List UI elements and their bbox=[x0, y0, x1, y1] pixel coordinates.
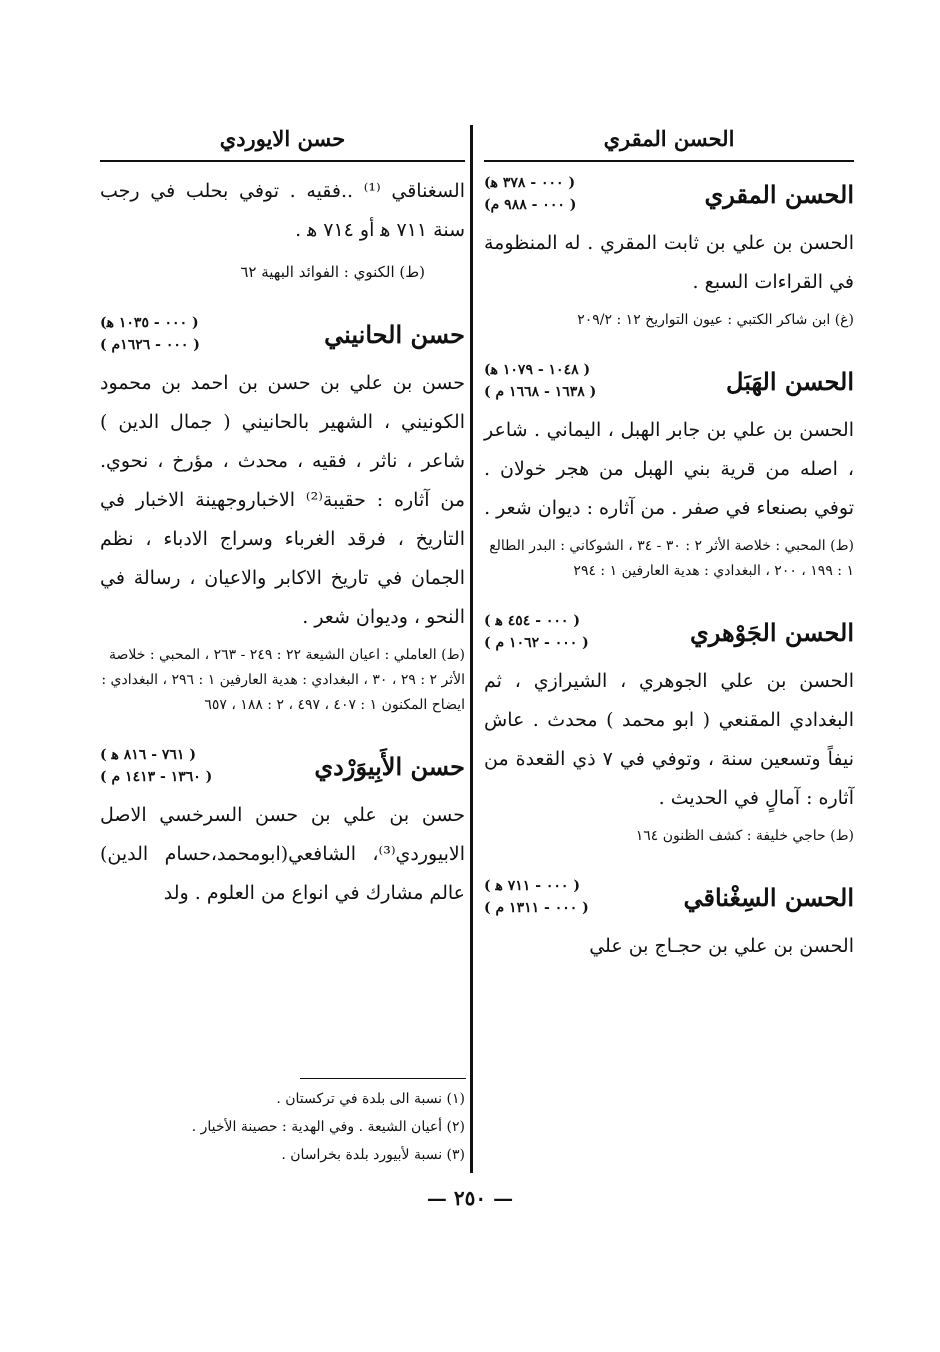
entry-body: حسن بن علي بن حسن بن احمد بن محمود الكونيني ، الشهير بالحانيني ( جمال الدين ) شاعر ، ناثر ، فقيه ، محدث ، مؤرخ ، نحوي. من آثاره : حقيبة⁽²⁾ الاخباروجهينة الاخبار في التاريخ ، فرقد الغرباء وسراج الادباء ، نظم الجمان في تاريخ الاكابر والاعيان ، رسالة في النحو ، وديوان شعر . bbox=[100, 372, 466, 628]
left-column bbox=[100, 118, 465, 939]
entry-body: السغناقي ⁽¹⁾ ..فقيه . توفي بحلب في رجب سنة ٧١١ ﻫ أو ٧١٤ ﻫ . bbox=[100, 180, 465, 241]
entry-title: حسن الأَبِيوَرْدي bbox=[314, 751, 465, 781]
hijri-dates: ( ٧٦١ - ٨١٦ ﻫ ) bbox=[100, 747, 196, 763]
entry-dates bbox=[100, 744, 212, 788]
entry-body: حسن بن علي بن حسن السرخسي الاصل الابيوردي⁽³⁾، الشافعي(ابومحمد،حسام الدين) عالم مشارك في انواع من العلوم . ولد bbox=[100, 804, 465, 904]
gregorian-dates: ( ٠٠٠ - ١٦٢٦م ) bbox=[100, 337, 200, 353]
footnote-rule bbox=[300, 1078, 466, 1079]
running-head-left: حسن الايوردي bbox=[100, 118, 465, 162]
entry-dates bbox=[484, 172, 576, 216]
entry-references: (ط) العاملي : اعيان الشيعة ٢٢ : ٢٤٩ - ٢٦٣ ، المحبي : خلاصة الأثر ٢ : ٢٩ ، ٣٠ ، البغدادي : هدية العارفين ١ : ٢٩٦ ، البغدادي : ايضاح المكنون ١ : ٤٠٧ ، ٤٩٧ ، ٢ : ١٨٨ ، ٦٥٧ bbox=[101, 647, 465, 713]
entry-dates bbox=[100, 312, 200, 356]
hijri-dates: ( ٠٠٠ - ٣٧٨ ﻫ) bbox=[484, 175, 576, 191]
entry-references: (غ) ابن شاكر الكتبي : عيون التواريخ ١٢ : ٢٠٩/٢ bbox=[577, 312, 854, 328]
entry-al-abiwardi bbox=[100, 744, 465, 913]
entry-title: الحسن المقري bbox=[704, 179, 854, 209]
right-column bbox=[484, 118, 854, 992]
entry-title: الحسن الهَبَل bbox=[726, 366, 854, 396]
entry-dates bbox=[484, 359, 596, 403]
entry-dates bbox=[484, 875, 589, 919]
entry-references: (ط) حاجي خليفة : كشف الظنون ١٦٤ bbox=[635, 828, 854, 844]
entry-body: الحسن بن علي بن حجـاج بن علي bbox=[589, 935, 854, 957]
running-head-right: الحسن المقري bbox=[484, 118, 854, 162]
entry-al-sighnaqi bbox=[484, 875, 854, 966]
gregorian-dates: ( ٠٠٠ - ٩٨٨ م) bbox=[484, 197, 577, 213]
entry-body: الحسن بن علي الجوهري ، الشيرازي ، ثم البغدادي المقنعي ( ابو محمد ) محدث . عاش نيفاً وتسعين سنة ، وتوفي في ٧ ذي القعدة من آثاره : آمالٍ في الحديث . bbox=[484, 670, 854, 809]
gregorian-dates: ( ١٣٦٠ - ١٤١٣ م ) bbox=[100, 769, 213, 785]
hijri-dates: ( ٠٠٠ - ٧١١ ﻫ ) bbox=[484, 878, 580, 894]
entry-body: الحسن بن علي بن ثابت المقري . له المنظومة في القراءات السبع . bbox=[484, 232, 854, 293]
entry-references: (ط) المحبي : خلاصة الأثر ٢ : ٣٠ - ٣٤ ، الشوكاني : البدر الطالع ١ : ١٩٩ ، ٢٠٠ ، البغدادي : هدية العارفين ١ : ٢٩٤ bbox=[489, 538, 854, 579]
column-divider bbox=[470, 125, 473, 1173]
entry-dates bbox=[484, 610, 589, 654]
entry-title: الحسن الجَوْهري bbox=[689, 617, 854, 647]
hijri-dates: ( ٠٠٠ - ١٠٣٥ ﻫ) bbox=[100, 315, 199, 331]
hijri-dates: ( ١٠٤٨ - ١٠٧٩ ﻫ) bbox=[484, 362, 591, 378]
entry-title: حسن الحانيني bbox=[324, 319, 465, 349]
entry-al-muqri bbox=[484, 172, 854, 333]
gregorian-dates: ( ٠٠٠ - ١٣١١ م ) bbox=[484, 900, 589, 916]
footnote: (١) نسبة الى بلدة في تركستان . bbox=[276, 1091, 465, 1107]
entry-body: الحسن بن علي بن جابر الهبل ، اليماني . شاعر ، اصله من قرية بني الهبل من هجر خولان . توفي بصنعاء في صفر . من آثاره : ديوان شعر . bbox=[484, 419, 854, 519]
entry-references: (ط) الكنوي : الفوائد البهية ٦٢ bbox=[240, 263, 425, 281]
entry-continuation bbox=[100, 172, 465, 286]
gregorian-dates: ( ١٦٣٨ - ١٦٦٨ م ) bbox=[484, 384, 597, 400]
entry-title: الحسن السِغْناقي bbox=[683, 882, 854, 912]
footnote: (٣) نسبة لأبيورد بلدة بخراسان . bbox=[281, 1147, 465, 1163]
entry-al-habal bbox=[484, 359, 854, 584]
page-number: — ٢٥٠ — bbox=[426, 1186, 514, 1210]
footnotes bbox=[100, 1085, 465, 1169]
footnote: (٢) أعيان الشيعة . وفي الهدية : حصينة الأخيار . bbox=[191, 1119, 465, 1135]
entry-al-jawhari bbox=[484, 610, 854, 849]
gregorian-dates: ( ٠٠٠ - ١٠٦٢ م ) bbox=[484, 635, 589, 651]
hijri-dates: ( ٠٠٠ - ٤٥٤ ﻫ ) bbox=[484, 613, 580, 629]
entry-al-hanini bbox=[100, 312, 465, 718]
